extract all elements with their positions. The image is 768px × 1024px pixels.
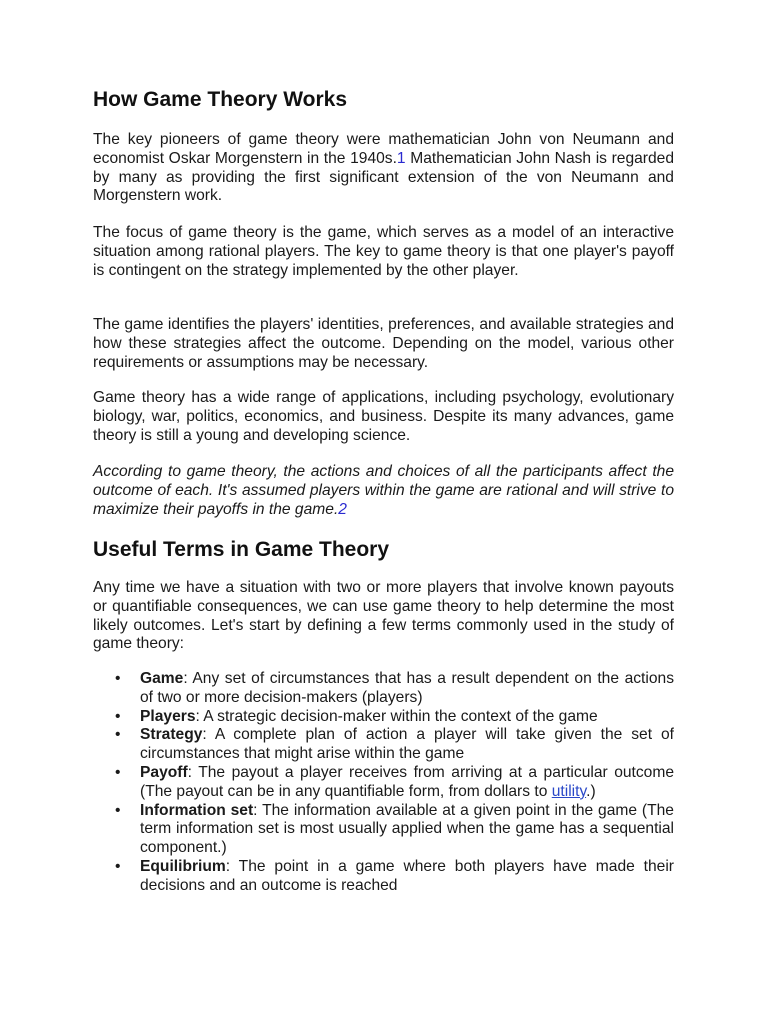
list-item xyxy=(93,764,674,802)
footnote-ref-1[interactable]: 1 xyxy=(396,149,406,167)
utility-link[interactable]: utility xyxy=(551,782,587,800)
section-heading-how-game-theory-works: How Game Theory Works xyxy=(93,88,348,111)
terms-list xyxy=(93,670,674,896)
term: Information set xyxy=(140,801,254,819)
term: Strategy xyxy=(140,726,203,744)
paragraph-identifies: The game identifies the players' identities, preferences, and available strategies and how these strategies affect the outcome. Depending on the model, various other requirements or assumptions may be necessary. xyxy=(93,316,674,371)
paragraph-text: Mathematician John Nash is regarded by many as providing the first significant extension of the von Neumann and Morgenstern work. xyxy=(93,149,674,205)
definition: .) xyxy=(586,782,596,800)
bullet-icon: • xyxy=(115,707,121,725)
paragraph-focus: The focus of game theory is the game, which serves as a model of an interactive situation among rational players. The key to game theory is that one player's payoff is contingent on the strategy implemented by the other player. xyxy=(93,224,674,279)
paragraph-text: According to game theory, the actions and choices of all the participants affect the outcome of each. It's assumed players within the game are rational and will strive to maximize their payoffs in the game. xyxy=(93,463,674,518)
term: Payoff xyxy=(140,763,188,781)
paragraph-applications: Game theory has a wide range of applications, including psychology, evolutionary biology, war, politics, economics, and business. Despite its many advances, game theory is still a young and developing science. xyxy=(93,389,674,444)
term: Game xyxy=(140,670,184,687)
list-item xyxy=(93,726,674,764)
list-item xyxy=(93,802,674,858)
term: Equilibrium xyxy=(140,857,226,875)
term: Players xyxy=(140,707,196,725)
list-item xyxy=(93,708,674,727)
definition: : The payout a player receives from arriving at a particular outcome (The payout can be in any quantifiable form, from dollars to xyxy=(140,763,674,800)
paragraph-pioneers xyxy=(93,131,674,206)
paragraph-key-takeaway xyxy=(93,463,674,519)
section-heading-useful-terms: Useful Terms in Game Theory xyxy=(93,538,390,561)
bullet-icon: • xyxy=(115,726,121,744)
list-item xyxy=(93,858,674,896)
bullet-icon: • xyxy=(115,801,121,819)
definition: : A complete plan of action a player will take given the set of circumstances that might arise within the game xyxy=(140,726,674,763)
definition: : A strategic decision-maker within the context of the game xyxy=(195,707,598,725)
bullet-icon: • xyxy=(115,763,121,781)
definition: : Any set of circumstances that has a result dependent on the actions of two or more decision-makers (players) xyxy=(140,670,674,706)
paragraph-text: The key pioneers of game theory were mathematician John von Neumann and economist Oskar Morgenstern in the 1940s. xyxy=(93,131,674,167)
bullet-icon: • xyxy=(115,857,121,875)
paragraph-intro: Any time we have a situation with two or more players that involve known payouts or quantifiable consequences, we can use game theory to help determine the most likely outcomes. Let's start by defining a few terms commonly used in the study of game theory: xyxy=(93,579,674,653)
definition: : The information available at a given point in the game (The term information set is most usually applied when the game has a sequential component.) xyxy=(140,801,674,857)
footnote-ref-2[interactable]: 2 xyxy=(338,500,347,518)
list-item xyxy=(93,670,674,708)
definition: : The point in a game where both players have made their decisions and an outcome is reached xyxy=(140,857,674,894)
bullet-icon: • xyxy=(115,670,121,687)
